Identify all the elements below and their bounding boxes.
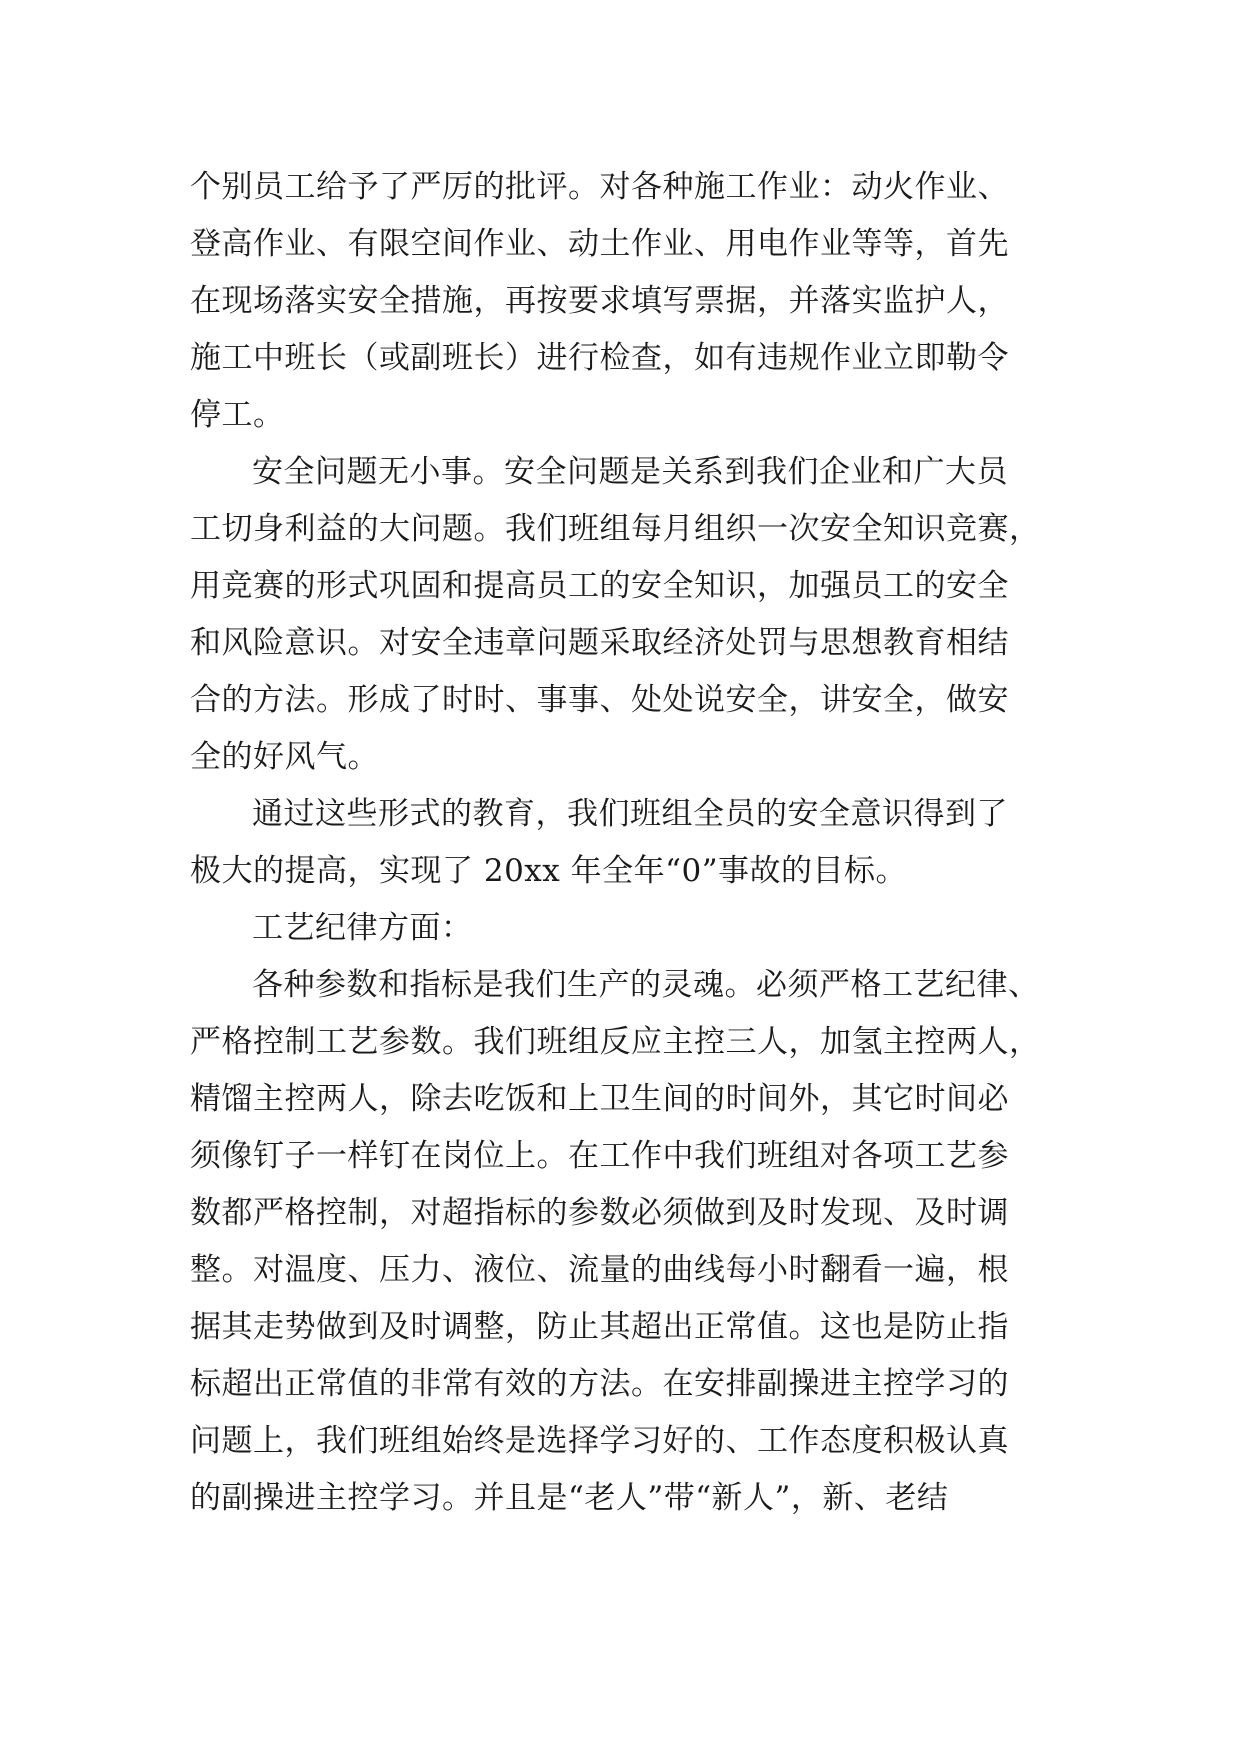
text-line: 停工。 <box>190 397 285 433</box>
text-line: 严格控制工艺参数。我们班组反应主控三人，加氢主控两人， <box>190 1024 1041 1060</box>
text-line: 登高作业、有限空间作业、动土作业、用电作业等等，首先 <box>190 226 1009 262</box>
text-line: 据其走势做到及时调整，防止其超出正常值。这也是防止指 <box>190 1309 1009 1345</box>
paragraph-first-line: 通过这些形式的教育，我们班组全员的安全意识得到了 <box>252 796 1008 832</box>
text-line: 问题上，我们班组始终是选择学习好的、工作态度积极认真 <box>190 1423 1009 1459</box>
text-line: 精馏主控两人，除去吃饭和上卫生间的时间外，其它时间必 <box>190 1081 1009 1117</box>
paragraph-first-line: 安全问题无小事。安全问题是关系到我们企业和广大员 <box>252 454 1008 490</box>
text-line: 数都严格控制，对超指标的参数必须做到及时发现、及时调 <box>190 1195 1009 1231</box>
text-line: 的副操进主控学习。并且是“老人”带“新人”，新、老结 <box>190 1480 949 1516</box>
text-line: 和风险意识。对安全违章问题采取经济处罚与思想教育相结 <box>190 625 1009 661</box>
text-line: 极大的提高，实现了 20xx 年全年“0”事故的目标。 <box>190 853 908 889</box>
text-line: 整。对温度、压力、液位、流量的曲线每小时翻看一遍，根 <box>190 1252 1009 1288</box>
text-line: 全的好风气。 <box>190 739 379 775</box>
text-line: 在现场落实安全措施，再按要求填写票据，并落实监护人， <box>190 283 1009 319</box>
text-line: 合的方法。形成了时时、事事、处处说安全，讲安全，做安 <box>190 682 1009 718</box>
text-line: 用竞赛的形式巩固和提高员工的安全知识，加强员工的安全 <box>190 568 1009 604</box>
section-heading: 工艺纪律方面： <box>252 910 473 946</box>
text-line: 施工中班长（或副班长）进行检查，如有违规作业立即勒令 <box>190 340 1009 376</box>
text-line: 标超出正常值的非常有效的方法。在安排副操进主控学习的 <box>190 1366 1009 1402</box>
text-line: 个别员工给予了严厉的批评。对各种施工作业：动火作业、 <box>190 169 1009 205</box>
paragraph-first-line: 各种参数和指标是我们生产的灵魂。必须严格工艺纪律、 <box>252 967 1040 1003</box>
text-line: 须像钉子一样钉在岗位上。在工作中我们班组对各项工艺参 <box>190 1138 1009 1174</box>
text-line: 工切身利益的大问题。我们班组每月组织一次安全知识竞赛， <box>190 511 1041 547</box>
